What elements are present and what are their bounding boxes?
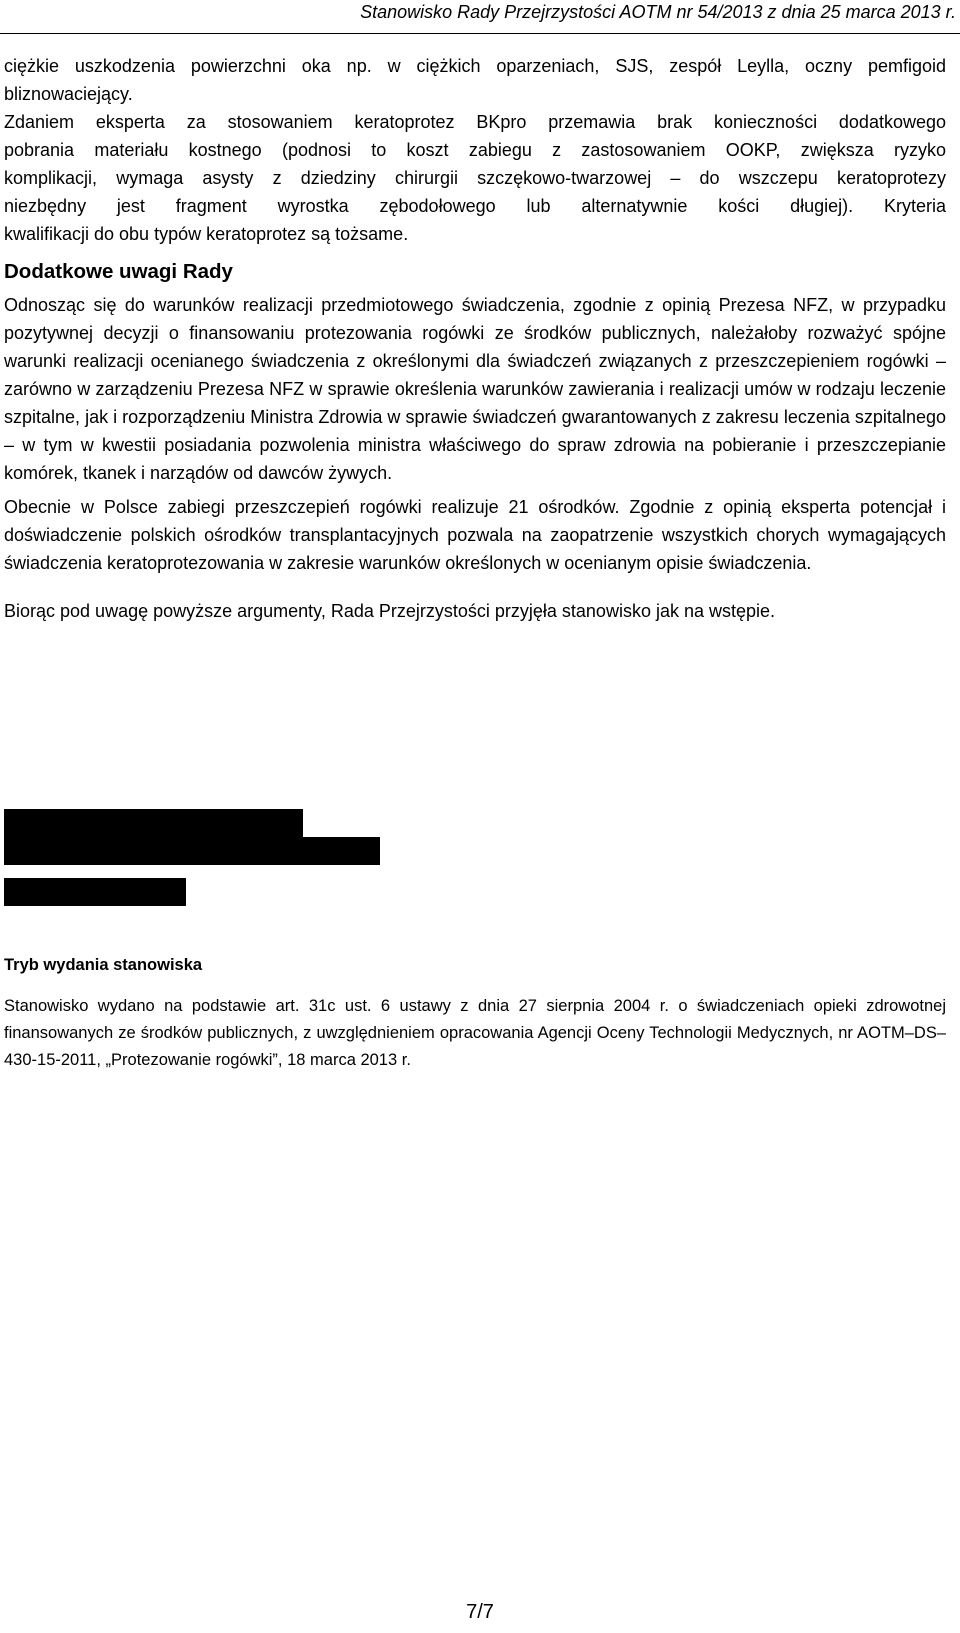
tryb-heading: Tryb wydania stanowiska [4, 956, 203, 974]
paragraph-warunki: Odnosząc się do warunków realizacji przedmiotowego świadczenia, zgodnie z opinią Prezesa NFZ, w przypadku pozytywnej decyzji o finansowaniu protezowania rogówki ze środków publicznych, należałoby rozważyć spójne warunki realizacji ocenianego świadczenia z określonymi dla świadczeń związanych z przeszczepieniem rogówki – zarówno w zarządzeniu Prezesa NFZ w sprawie określenia warunków zawierania i realizacji umów w rodzaju leczenie szpitalne, jak i rozporządzeniu Ministra Zdrowia w sprawie świadczeń gwarantowanych z zakresu leczenia szpitalnego – w tym w kwestii posiadania pozwolenia ministra właściwego do spraw zdrowia na pobieranie i przeszczepianie komórek, tkanek i narządów od dawców żywych. [4, 295, 946, 483]
intro-line: niezbędny jest fragment wyrostka zębodołowego lub alternatywnie kości długiej). Kryteria [4, 196, 946, 216]
intro-line: ciężkie uszkodzenia powierzchni oka np. w ciężkich oparzeniach, SJS, zespół Leylla, oczny pemfigoid [4, 56, 946, 76]
redaction-bar [4, 878, 186, 906]
document-body [4, 52, 946, 631]
redaction-bar [4, 809, 303, 837]
header-title: Stanowisko Rady Przejrzystości AOTM nr 54/2013 z dnia 25 marca 2013 r. [360, 2, 956, 22]
intro-line: komplikacji, wymaga asysty z dziedziny chirurgii szczękowo-twarzowej – do wszczepu keratoprotezy [4, 168, 946, 188]
intro-line: kwalifikacji do obu typów keratoprotez są tożsame. [4, 224, 409, 244]
section-heading: Dodatkowe uwagi Rady [4, 260, 233, 283]
intro-line: pobrania materiału kostnego (podnosi to koszt zabiegu z zastosowaniem OOKP, zwiększa ryzyko [4, 140, 946, 160]
paragraph-conclusion: Biorąc pod uwagę powyższe argumenty, Rada Przejrzystości przyjęła stanowisko jak na wstępie. [4, 601, 776, 621]
page-number: 7/7 [466, 1601, 494, 1623]
tryb-text: Stanowisko wydano na podstawie art. 31c ust. 6 ustawy z dnia 27 sierpnia 2004 r. o świadczeniach opieki zdrowotnej finansowanych ze środków publicznych, z uwzględnieniem opracowania Agencji Oceny Technologii Medycznych, nr AOTM–DS–430-15-2011, „Protezowanie rogówki”, 18 marca 2013 r. [4, 997, 946, 1069]
paragraph-osrodki: Obecnie w Polsce zabiegi przeszczepień rogówki realizuje 21 ośrodków. Zgodnie z opinią eksperta potencjał i doświadczenie polskich ośrodków transplantacyjnych pozwala na zaopatrzenie wszystkich chorych wymagających świadczenia keratoprotezowania w zakresie warunków określonych w ocenianym opisie świadczenia. [4, 497, 946, 573]
intro-line: bliznowaciejący. [4, 84, 133, 104]
intro-line: Zdaniem eksperta za stosowaniem keratoprotez BKpro przemawia brak konieczności dodatkowego [4, 112, 946, 132]
page-header [0, 0, 960, 34]
redaction-bar [4, 837, 380, 865]
